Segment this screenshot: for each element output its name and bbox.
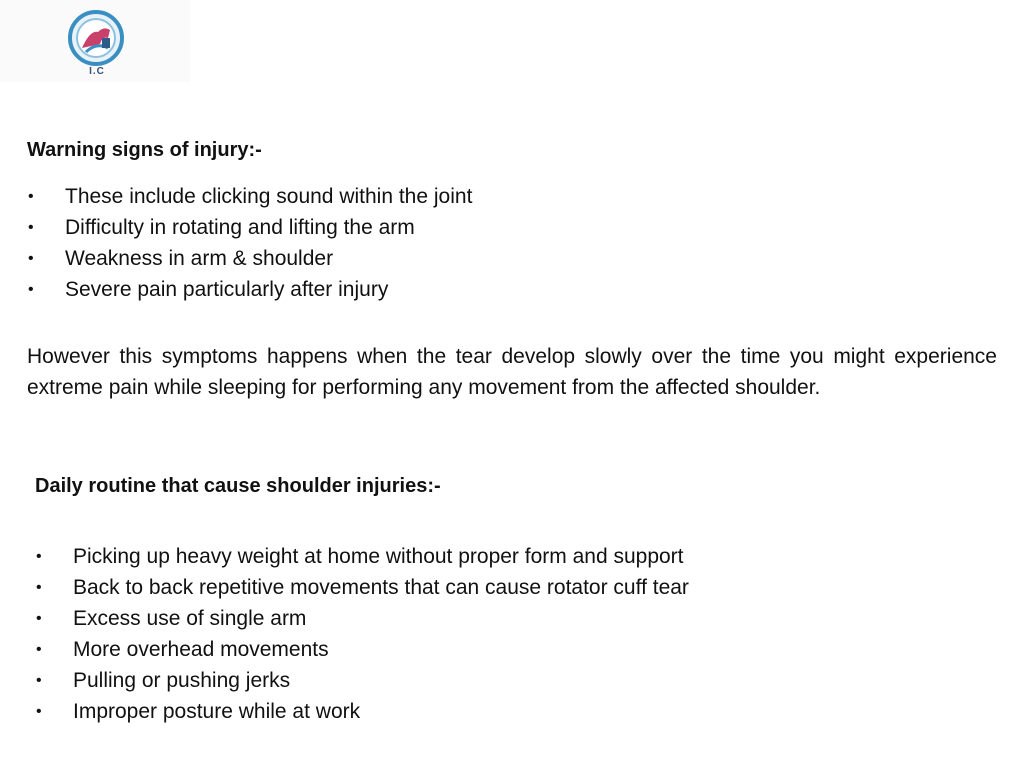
clinic-logo (64, 8, 130, 78)
warning-signs-heading: Warning signs of injury:- (27, 139, 262, 161)
bullet-icon: • (28, 188, 34, 205)
list-item-text: Weakness in arm & shoulder (65, 247, 334, 270)
bullet-icon: • (36, 703, 42, 720)
list-item-text: These include clicking sound within the joint (65, 185, 473, 208)
bullet-icon: • (36, 579, 42, 596)
list-item-text: Difficulty in rotating and lifting the arm (65, 216, 415, 239)
list-item-text: More overhead movements (73, 638, 329, 661)
list-item-text: Improper posture while at work (73, 700, 361, 723)
symptoms-paragraph: However this symptoms happens when the tear develop slowly over the time you might experience extreme pain while sleeping for performing any movement from the affected shoulder. (27, 345, 997, 399)
bullet-icon: • (36, 641, 42, 658)
bullet-icon: • (28, 219, 34, 236)
daily-routine-heading: Daily routine that cause shoulder injuries:- (35, 475, 441, 497)
bullet-icon: • (28, 250, 34, 267)
list-item-text: Back to back repetitive movements that can cause rotator cuff tear (73, 576, 689, 599)
clinic-logo-icon (64, 8, 130, 66)
list-item-text: Picking up heavy weight at home without proper form and support (73, 545, 684, 568)
list-item-text: Pulling or pushing jerks (73, 669, 291, 692)
list-item-text: Severe pain particularly after injury (65, 278, 389, 301)
bullet-icon: • (36, 610, 42, 627)
logo-text: I.C (89, 66, 105, 77)
bullet-icon: • (36, 672, 42, 689)
list-item-text: Excess use of single arm (73, 607, 307, 630)
bullet-icon: • (28, 281, 34, 298)
bullet-icon: • (36, 548, 42, 565)
logo-area (0, 0, 190, 82)
